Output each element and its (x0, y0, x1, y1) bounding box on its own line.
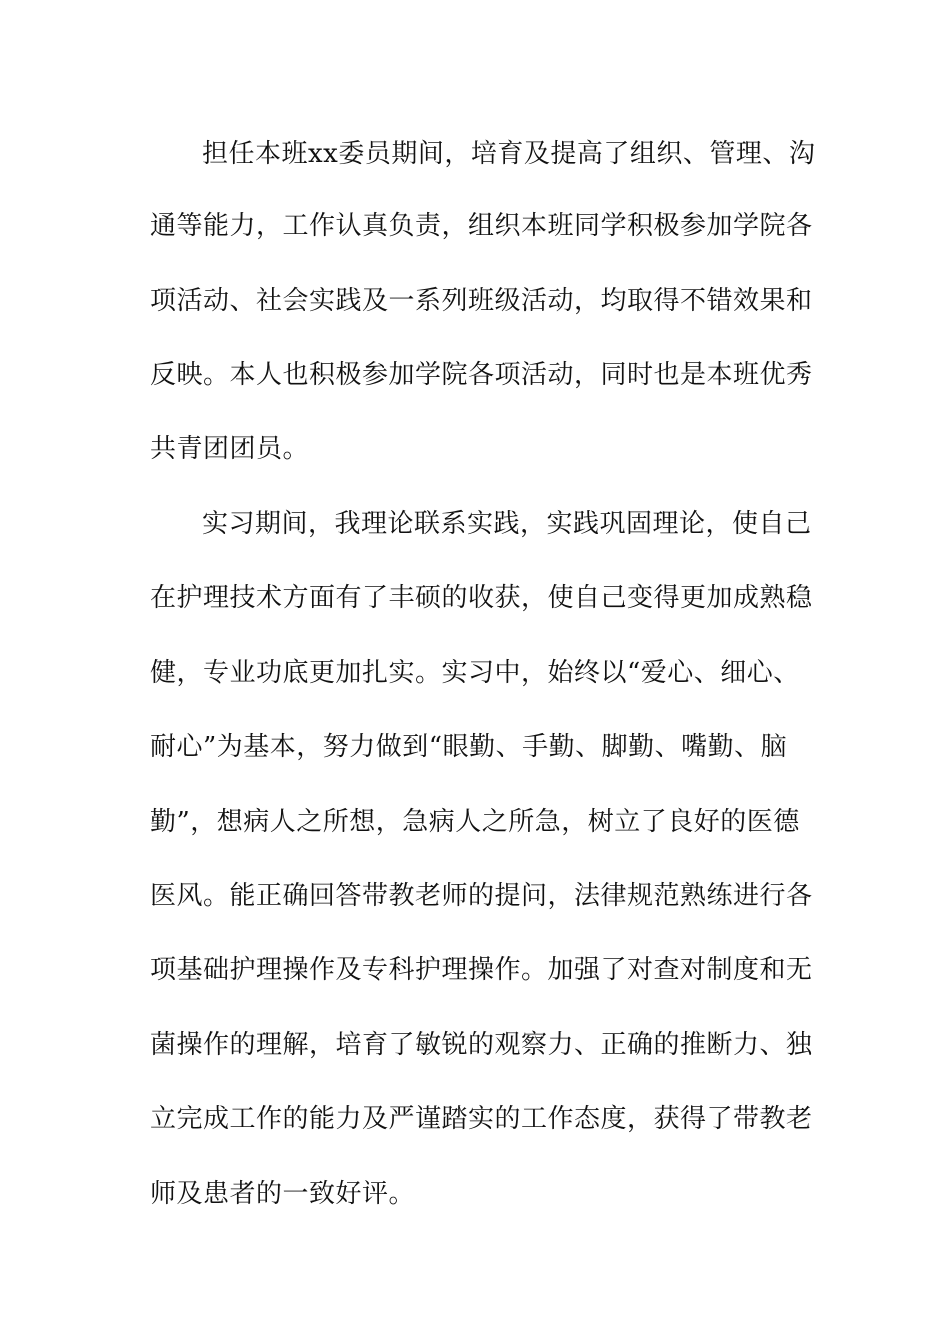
paragraph-line: 项基础护理操作及专科护理操作。加强了对查对制度和无 (150, 955, 813, 985)
paragraph-line: 耐心”为基本，努力做到“眼勤、手勤、脚勤、嘴勤、脑 (150, 732, 788, 762)
paragraph-line: 项活动、社会实践及一系列班级活动，均取得不错效果和 (150, 286, 813, 316)
paragraph-line: 在护理技术方面有了丰硕的收获，使自己变得更加成熟稳 (150, 583, 813, 613)
paragraph-line: 共青团团员。 (150, 434, 310, 464)
paragraph-line: 通等能力，工作认真负责，组织本班同学积极参加学院各 (150, 211, 813, 241)
paragraph-line: 勤”，想病人之所想，急病人之所急，树立了良好的医德 (150, 807, 800, 837)
paragraph-line: 菌操作的理解，培育了敏锐的观察力、正确的推断力、独 (150, 1030, 813, 1060)
paragraph-line: 反映。本人也积极参加学院各项活动，同时也是本班优秀 (150, 360, 813, 390)
paragraph-line: 师及患者的一致好评。 (150, 1179, 416, 1209)
paragraph-line: 医风。能正确回答带教老师的提问，法律规范熟练进行各 (150, 881, 813, 911)
paragraph-line: 实习期间，我理论联系实践，实践巩固理论，使自己 (202, 509, 812, 539)
paragraph-line: 健，专业功底更加扎实。实习中，始终以“爱心、细心、 (150, 658, 800, 688)
paragraph-line: 立完成工作的能力及严谨踏实的工作态度，获得了带教老 (150, 1104, 813, 1134)
paragraph-line: 担任本班xx委员期间，培育及提高了组织、管理、沟 (202, 139, 816, 169)
